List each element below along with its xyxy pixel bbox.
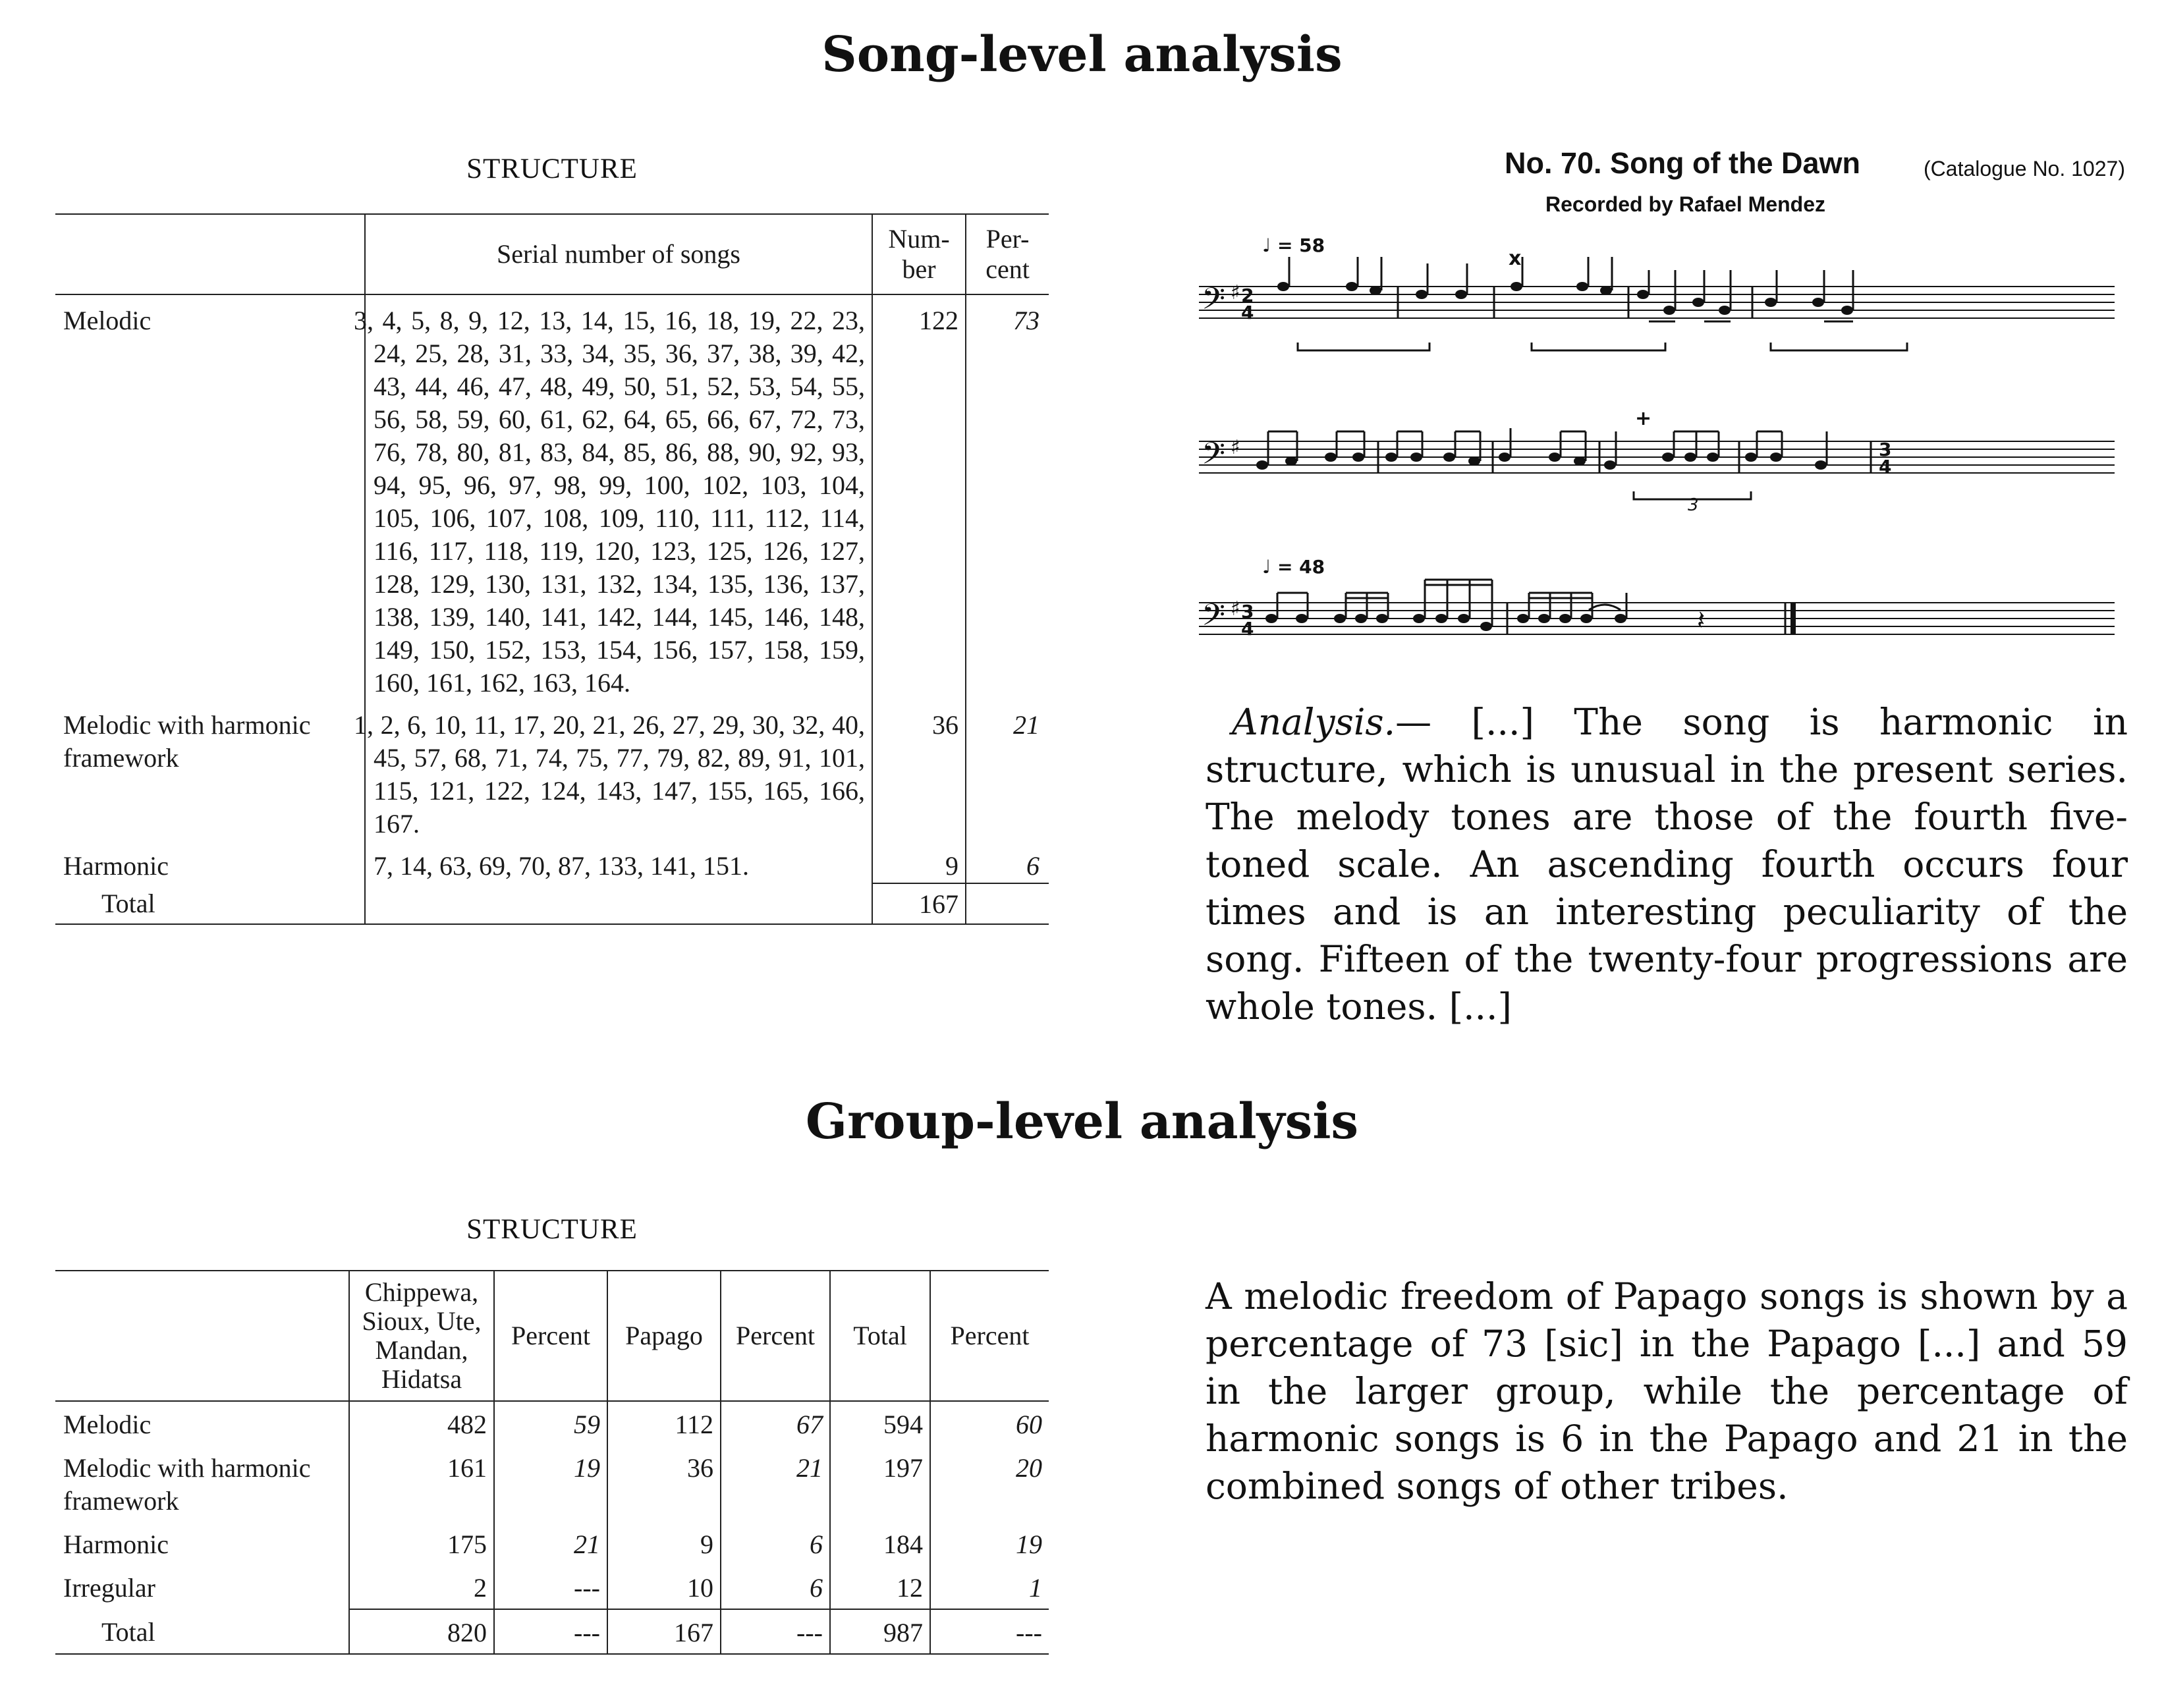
analysis-label: Analysis. (1232, 701, 1396, 743)
total-percent-blank (966, 883, 1049, 924)
song-structure-table (55, 213, 1049, 925)
score-catalogue: (Catalogue No. 1027) (1924, 157, 2125, 180)
row-label: Melodic with harmonic framework (63, 1453, 311, 1516)
analysis-paragraph (1206, 698, 2128, 1030)
cell: 197 (830, 1445, 930, 1522)
svg-text:3: 3 (1241, 601, 1254, 622)
row-label: Melodic (63, 1410, 152, 1439)
svg-text:𝄢: 𝄢 (1202, 436, 1226, 479)
table-row (55, 1401, 1049, 1445)
cell: 1 (930, 1565, 1049, 1609)
row-label: Harmonic (63, 1529, 169, 1559)
cell: 2 (349, 1565, 494, 1609)
total-label: Total (101, 889, 155, 918)
header-percent-1: Percent (494, 1271, 607, 1401)
cell: 112 (607, 1401, 721, 1445)
cell: 6 (721, 1522, 830, 1565)
cell: 59 (494, 1401, 607, 1445)
staff-1 (1199, 287, 2115, 318)
row-number: 36 (872, 700, 966, 840)
tempo-marking-2: ♩ = 48 (1262, 556, 1325, 578)
song-table-caption: STRUCTURE (466, 153, 638, 184)
time-signature: 2 (1241, 285, 1254, 306)
svg-text:♯: ♯ (1231, 597, 1240, 620)
table-row (55, 1522, 1049, 1565)
key-signature-icon: ♯ (1231, 281, 1240, 304)
cell: 21 (494, 1522, 607, 1565)
cell: 161 (349, 1445, 494, 1522)
header-percent-3: Percent (930, 1271, 1049, 1401)
header-serial: Serial number of songs (365, 214, 872, 294)
group-paragraph: A melodic freedom of Papago songs is shown by a percentage of 73 [sic] in the Papago [...] and 59 in the larger group, while the percentage of harmonic songs is 6 in the Papago and 21 in the combined songs of other tribes. (1206, 1275, 2128, 1507)
brackets-staff-1 (1298, 343, 1907, 350)
svg-text:♯: ♯ (1231, 436, 1240, 459)
header-blank (55, 214, 365, 294)
score-recorded-by: Recorded by Rafael Mendez (1545, 192, 1825, 216)
row-serial-numbers: 1, 2, 6, 10, 11, 17, 20, 21, 26, 27, 29, 30, 32, 40, 45, 57, 68, 71, 74, 75, 77, 79, 82, 89, 91, 101, 115, 121, 122, 124, 143, 147, 155, 165, 166, 167. (365, 700, 872, 840)
header-blank (55, 1271, 349, 1401)
cell: --- (494, 1609, 607, 1654)
row-label: Harmonic (63, 851, 169, 881)
header-percent-2: Percent (721, 1271, 830, 1401)
cell: 10 (607, 1565, 721, 1609)
row-label: Melodic with harmonic framework (63, 710, 311, 773)
svg-text:4: 4 (1241, 618, 1254, 640)
row-number: 122 (872, 294, 966, 700)
row-label: Melodic (63, 306, 152, 335)
table-row (55, 840, 1049, 883)
mark-x: x (1509, 247, 1522, 270)
cell: 175 (349, 1522, 494, 1565)
analysis-text: — [...] The song is harmonic in structure, which is unusual in the present series. The melody tones are those of the fourth five-toned scale. An ascending fourth occurs four times and is an interesting peculiarity of the song. Fifteen of the twenty-four progressions are whole tones. [...] (1206, 701, 2128, 1028)
cell: 20 (930, 1445, 1049, 1522)
cell: 67 (721, 1401, 830, 1445)
table-row (55, 294, 1049, 700)
rest-icon: 𝄽 (1697, 605, 1706, 636)
cell: 594 (830, 1401, 930, 1445)
cell: 482 (349, 1401, 494, 1445)
song-table-header-row (55, 214, 1049, 294)
cell: 167 (607, 1609, 721, 1654)
cell: 9 (607, 1522, 721, 1565)
cell: 19 (930, 1522, 1049, 1565)
cell: --- (721, 1609, 830, 1654)
triplet-number: 3 (1688, 495, 1699, 515)
notes-staff-2 (1256, 453, 1827, 470)
table-row (55, 700, 1049, 840)
total-label: Total (101, 1617, 155, 1647)
group-table-header-row (55, 1271, 1049, 1401)
group-table-caption: STRUCTURE (466, 1214, 638, 1245)
cell: 60 (930, 1401, 1049, 1445)
cell: --- (930, 1609, 1049, 1654)
svg-text:4: 4 (1879, 456, 1892, 478)
notes-staff-3 (1265, 614, 1626, 631)
cell: --- (494, 1565, 607, 1609)
total-row (55, 883, 1049, 924)
header-chippewa: Chippewa, Sioux, Ute, Mandan, Hidatsa (349, 1271, 494, 1401)
cell: 184 (830, 1522, 930, 1565)
score-title: No. 70. Song of the Dawn (1505, 146, 1861, 180)
cell: 987 (830, 1609, 930, 1654)
table-row (55, 1445, 1049, 1522)
group-level-title: Group-level analysis (805, 1093, 1359, 1150)
row-number: 9 (872, 840, 966, 883)
cell: 12 (830, 1565, 930, 1609)
tie (1589, 605, 1621, 610)
cell: 21 (721, 1445, 830, 1522)
svg-text:3: 3 (1879, 439, 1892, 460)
cell: 6 (721, 1565, 830, 1609)
stems-staff-2 (1268, 428, 1827, 465)
row-percent: 73 (966, 294, 1049, 700)
cell: 36 (607, 1445, 721, 1522)
svg-text:4: 4 (1241, 302, 1254, 323)
row-serial-numbers: 3, 4, 5, 8, 9, 12, 13, 14, 15, 16, 18, 19, 22, 23, 24, 25, 28, 31, 33, 34, 35, 36, 37, 38, 39, 42, 43, 44, 46, 47, 48, 49, 50, 51, 52, 53, 54, 55, 56, 58, 59, 60, 61, 62, 64, 65, 66, 67, 72, 73, 76, 78, 80, 81, 83, 84, 85, 86, 88, 90, 92, 93, 94, 95, 96, 97, 98, 99, 100, 102, 103, 104, 105, 106, 107, 108, 109, 110, 111, 112, 114, 116, 117, 118, 119, 120, 123, 125, 126, 127, 128, 129, 130, 131, 132, 134, 135, 136, 137, 138, 139, 140, 141, 142, 144, 145, 146, 148, 149, 150, 152, 153, 154, 156, 157, 158, 159, 160, 161, 162, 163, 164. (365, 294, 872, 700)
total-serial-blank (365, 883, 872, 924)
tempo-marking-1: ♩ = 58 (1262, 234, 1325, 256)
header-number: Num- ber (872, 214, 966, 294)
total-row (55, 1609, 1049, 1654)
row-percent: 6 (966, 840, 1049, 883)
bass-clef-icon: 𝄢 (1202, 281, 1226, 324)
cell: 820 (349, 1609, 494, 1654)
header-total: Total (830, 1271, 930, 1401)
total-number: 167 (872, 883, 966, 924)
cell: 19 (494, 1445, 607, 1522)
row-percent: 21 (966, 700, 1049, 840)
svg-text:𝄢: 𝄢 (1202, 597, 1226, 640)
music-score (1199, 231, 2134, 659)
group-structure-table (55, 1270, 1049, 1655)
header-percent: Per- cent (966, 214, 1049, 294)
mark-plus: + (1635, 407, 1652, 430)
song-level-title: Song-level analysis (821, 26, 1343, 83)
table-row (55, 1565, 1049, 1609)
row-label: Irregular (63, 1573, 155, 1603)
header-papago: Papago (607, 1271, 721, 1401)
row-serial-numbers: 7, 14, 63, 69, 70, 87, 133, 141, 151. (365, 840, 872, 883)
